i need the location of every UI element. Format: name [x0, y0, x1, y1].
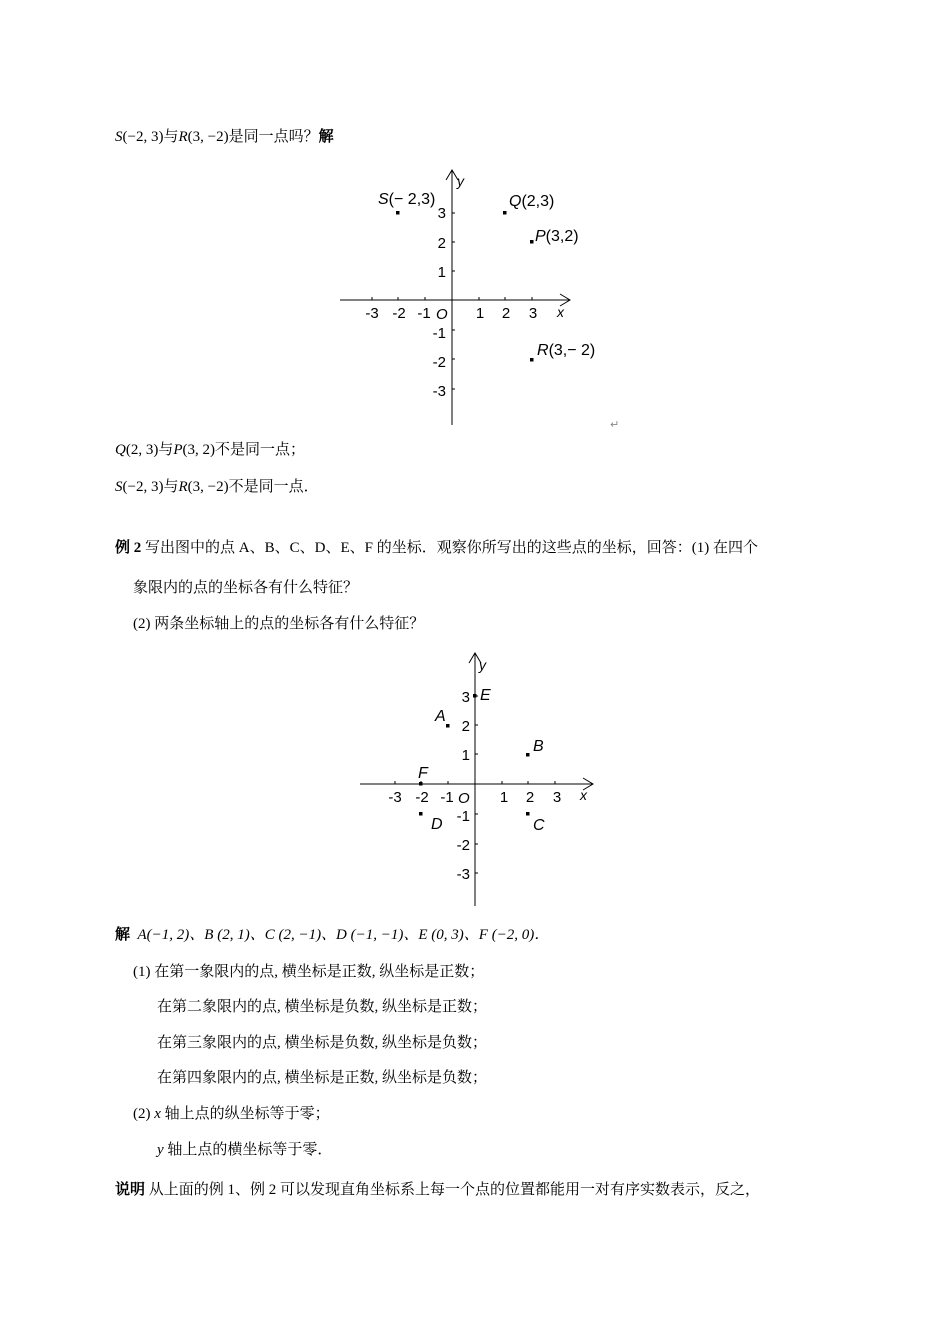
y-tick-label: 1 — [437, 264, 446, 281]
x-tick-label: 2 — [501, 305, 511, 322]
point-label-r: R(3,− 2) — [537, 342, 596, 359]
x-tick-label: -2 — [415, 789, 429, 806]
point-marker-d — [419, 812, 423, 816]
x-tick-label: 3 — [528, 305, 538, 322]
y-tick-label: 3 — [461, 689, 470, 706]
point-marker-f — [419, 782, 423, 786]
example-2-line-2: 象限内的点的坐标各有什么特征？ — [133, 580, 359, 596]
y-axis-label: y — [479, 657, 486, 673]
example-2-line-1: 例 2 写出图中的点 A、B、C、D、E、F 的坐标．观察你所写出的这些点的坐标，回答：(1) 在四个 — [115, 540, 758, 556]
point-marker-c — [526, 812, 530, 816]
point-marker-q — [503, 211, 507, 215]
x-axis-label: x — [557, 304, 564, 320]
solution-2-q1-fourth: 在第四象限内的点, 横坐标是正数, 纵坐标是负数； — [157, 1070, 488, 1086]
point-label-d: D — [431, 816, 443, 833]
y-tick-label: -2 — [432, 354, 446, 371]
y-tick-label: -3 — [432, 383, 446, 400]
answer-line-1: Q(2, 3)与P(3, 2)不是同一点； — [115, 442, 306, 458]
origin-label: O — [458, 790, 470, 807]
point-label-c: C — [533, 817, 545, 834]
x-axis-label: x — [580, 787, 587, 803]
point-label-e: E — [480, 687, 491, 704]
x-tick-label: -1 — [417, 305, 431, 322]
y-tick-label: -3 — [456, 866, 470, 883]
solution-2-q1-second: 在第二象限内的点, 横坐标是负数, 纵坐标是正数； — [157, 999, 488, 1015]
y-tick-label: -1 — [456, 808, 470, 825]
solution-2-q2-y: y 轴上点的横坐标等于零． — [157, 1142, 333, 1158]
point-marker-s — [396, 211, 400, 215]
solution-2-q2-x: (2) x 轴上点的纵坐标等于零； — [133, 1106, 330, 1122]
question-line: S(−2, 3)与R(3, −2)是同一点吗？解 — [115, 129, 334, 145]
origin-label: O — [436, 306, 448, 323]
point-label-f: F — [418, 765, 428, 782]
x-tick-label: 1 — [475, 305, 485, 322]
x-tick-label: 2 — [525, 789, 535, 806]
point-label-p: P(3,2) — [535, 228, 579, 245]
point-marker-r — [530, 358, 534, 362]
solution-2-answer: 解 A(−1, 2)、B (2, 1)、C (2, −1)、D (−1, −1)、E (0, 3)、F (−2, 0)． — [115, 927, 550, 943]
point-label-s: S(− 2,3) — [378, 191, 436, 208]
y-tick-label: 2 — [461, 718, 470, 735]
paragraph-mark: ↵ — [610, 418, 620, 431]
y-axis-label: y — [457, 173, 464, 189]
point-label-a: A — [435, 708, 446, 725]
x-tick-label: -3 — [388, 789, 402, 806]
point-marker-p — [530, 240, 534, 244]
x-tick-label: -2 — [392, 305, 406, 322]
point-marker-a — [446, 724, 450, 728]
coordinate-graph-1 — [330, 160, 630, 430]
x-tick-label: 3 — [552, 789, 562, 806]
y-tick-label: -2 — [456, 837, 470, 854]
solution-2-q1-first: (1) 在第一象限内的点, 横坐标是正数, 纵坐标是正数； — [133, 964, 485, 980]
point-marker-e — [473, 694, 477, 698]
solution-2-q1-third: 在第三象限内的点, 横坐标是负数, 纵坐标是负数； — [157, 1035, 488, 1051]
y-tick-label: -1 — [432, 325, 446, 342]
x-tick-label: 1 — [499, 789, 509, 806]
point-label-b: B — [533, 738, 544, 755]
point-marker-b — [526, 753, 530, 757]
coordinate-graph-2 — [355, 648, 605, 910]
y-tick-label: 2 — [437, 235, 446, 252]
x-tick-label: -3 — [365, 305, 379, 322]
x-tick-label: -1 — [440, 789, 454, 806]
note-line: 说明 从上面的例 1、例 2 可以发现直角坐标系上每一个点的位置都能用一对有序实数表示，反之， — [115, 1182, 761, 1198]
y-tick-label: 3 — [437, 205, 446, 222]
point-label-q: Q(2,3) — [509, 193, 555, 210]
y-tick-label: 1 — [461, 747, 470, 764]
example-2-line-3: (2) 两条坐标轴上的点的坐标各有什么特征？ — [133, 616, 425, 632]
answer-line-2: S(−2, 3)与R(3, −2)不是同一点． — [115, 479, 319, 495]
